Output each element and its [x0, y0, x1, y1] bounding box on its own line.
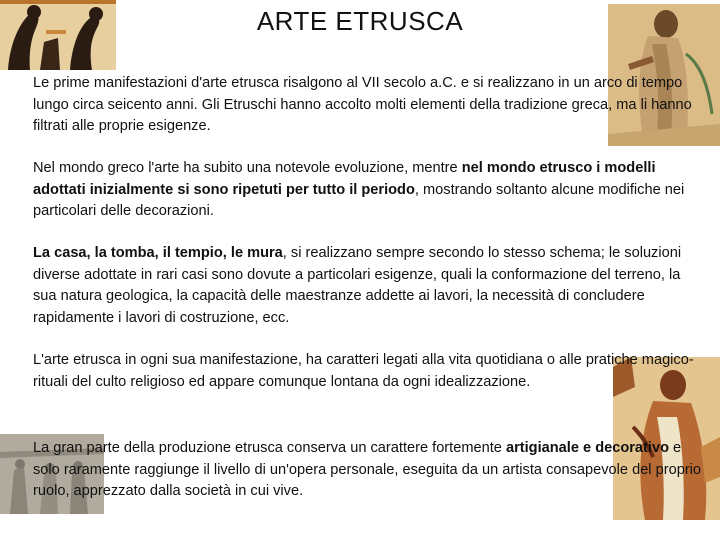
paragraph-craftsmanship: [33, 438, 705, 503]
paragraph-craftsmanship-highlight: artigianale e decorativo: [505, 440, 669, 456]
paragraph-evolution-text-1: Nel mondo greco l'arte ha subito una notevole evoluzione, mentre: [33, 160, 462, 176]
paragraph-evolution: [33, 158, 705, 223]
paragraph-architecture-highlight: La casa, la tomba, il tempio, le mura: [33, 245, 283, 261]
paragraph-daily-life: L'arte etrusca in ogni sua manifestazione, ha caratteri legati alla vita quotidiana o alle pratiche magico-rituali del culto religioso ed appare comunque lontana da ogni idealizzazione.: [33, 352, 694, 390]
slide-title: ARTE ETRUSCA: [256, 6, 464, 36]
paragraph-origins: Le prime manifestazioni d'arte etrusca risalgono al VII secolo a.C. e si realizzano in un arco di tempo lungo circa seicento anni. Gli Etruschi hanno accolto molti elementi della tradizione greca, ma li hanno filtrati alle proprie esigenze.: [33, 75, 692, 134]
paragraph-architecture-text: , si realizzano sempre secondo lo stesso schema; le soluzioni diverse adottate in rari casi sono dovute a particolari esigenze, quali la conformazione del terreno, la sua natura geologica, la capacità delle maestranze addette ai lavori, la necessità di concludere rapidamente i lavori di costruzione, ecc.: [33, 245, 682, 326]
paragraph-craftsmanship-text-2: e solo raramente raggiunge il livello di un'opera personale, eseguita da un artista consapevole del proprio ruolo, apprezzato dalla società in cui vive.: [33, 440, 702, 499]
paragraph-architecture: [33, 243, 705, 329]
paragraph-evolution-highlight: nel mondo etrusco i modelli adottati inizialmente si sono ripetuti per tutto il periodo: [33, 160, 656, 198]
paragraph-craftsmanship-text-1: La gran parte della produzione etrusca conserva un carattere fortemente: [33, 440, 506, 456]
paragraph-evolution-text-2: , mostrando soltanto alcune modifiche nei particolari delle decorazioni.: [33, 181, 685, 219]
